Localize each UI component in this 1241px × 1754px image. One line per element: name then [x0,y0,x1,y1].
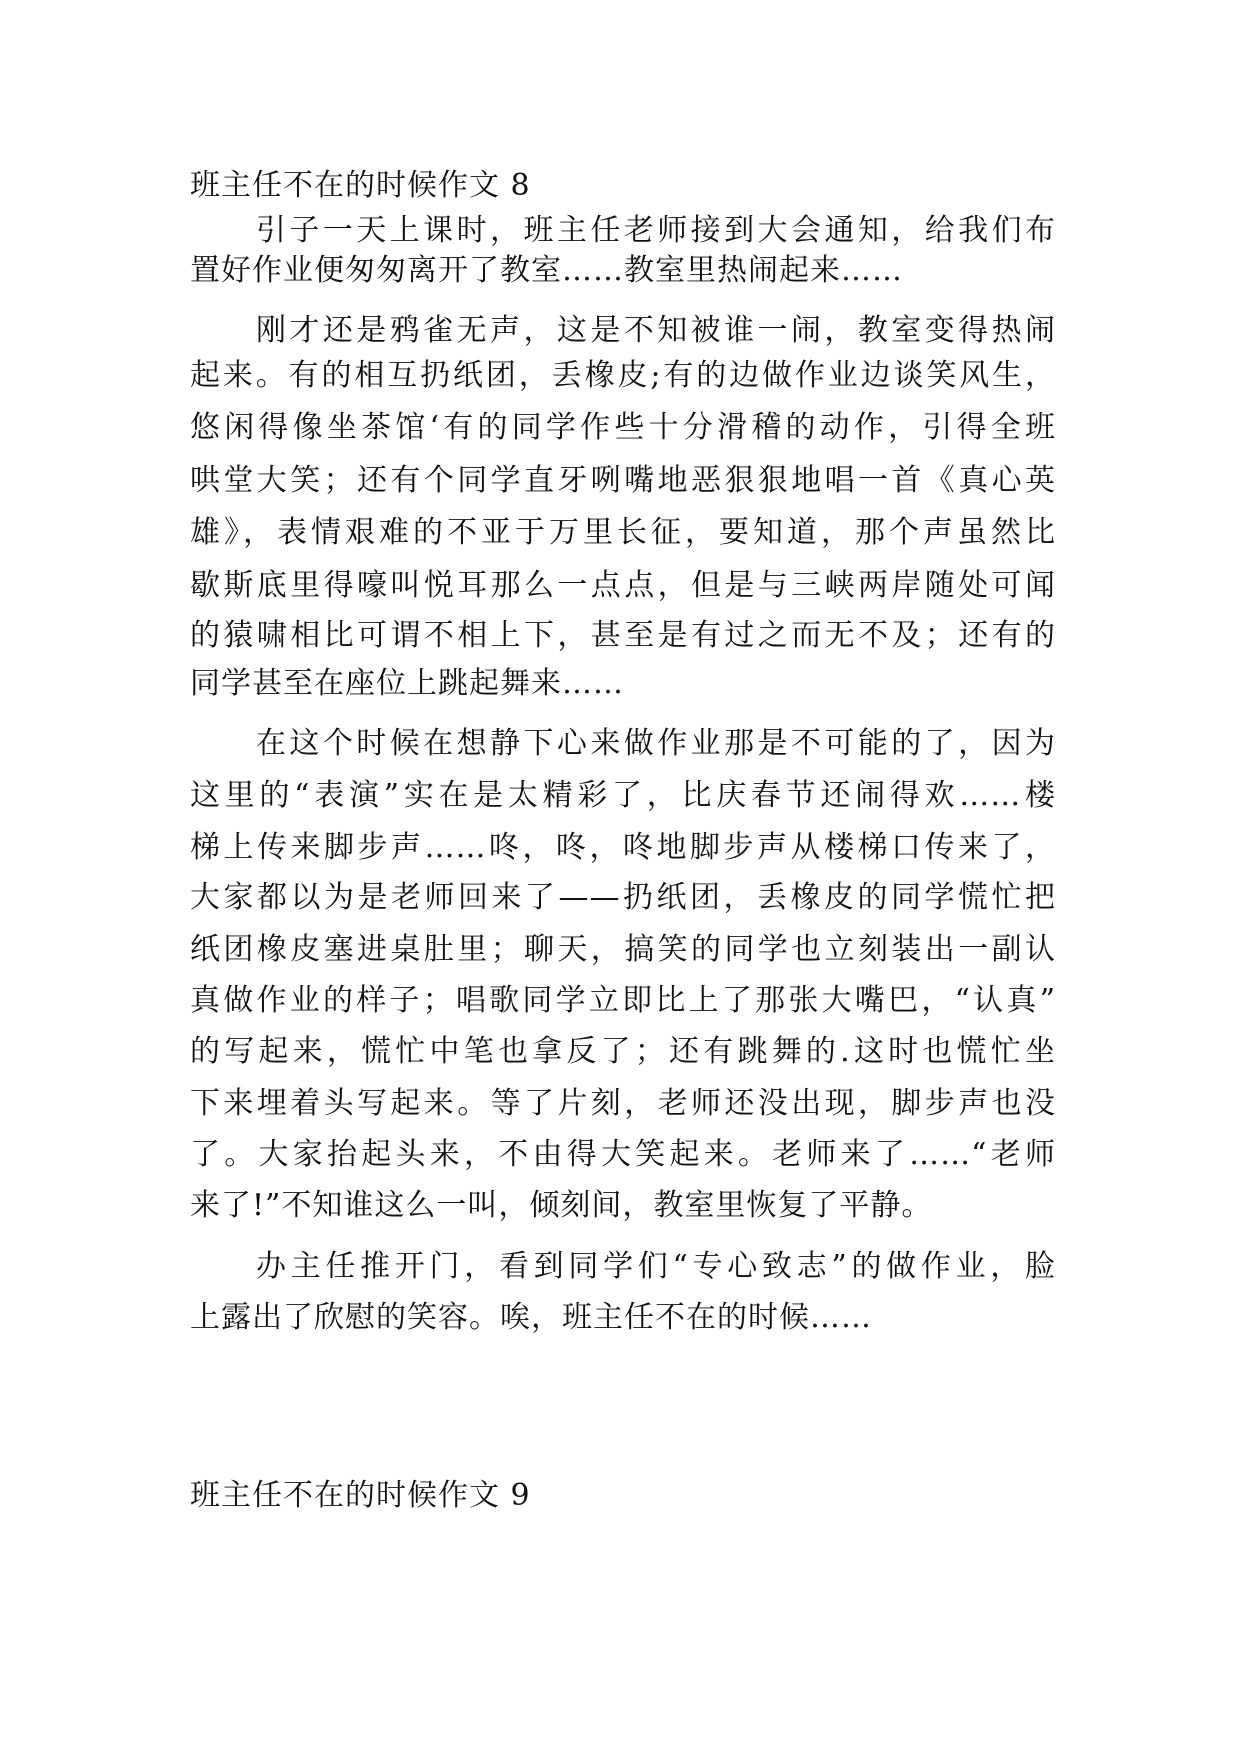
paragraph-2-line-4: 哄堂大笑；还有个同学直牙咧嘴地恶狠狠地唱一首《真心英 [190,463,1056,498]
paragraph-3-line-3: 梯上传来脚步声……咚，咚，咚地脚步声从楼梯口传来了， [190,830,1056,865]
paragraph-2-line-7: 的猿啸相比可谓不相上下，甚至是有过之而无不及；还有的 [190,618,1056,653]
paragraph-1-line-2: 置好作业便匆匆离开了教室……教室里热闹起来…… [190,253,903,288]
paragraph-4-line-1: 办主任推开门，看到同学们“专心致志”的做作业，脸 [256,1249,1056,1284]
section-heading-9: 班主任不在的时候作文 9 [190,1478,531,1513]
paragraph-2-line-1: 刚才还是鸦雀无声，这是不知被谁一闹，教室变得热闹 [256,313,1056,348]
paragraph-2-line-3: 悠闲得像坐茶馆‘有的同学作些十分滑稽的动作，引得全班 [190,410,1056,445]
paragraph-1-line-1: 引子一天上课时，班主任老师接到大会通知，给我们布 [256,213,1056,248]
paragraph-3-line-1: 在这个时候在想静下心来做作业那是不可能的了，因为 [256,726,1056,761]
paragraph-4-line-2: 上露出了欣慰的笑容。唉，班主任不在的时候…… [190,1300,872,1335]
paragraph-3-line-4: 大家都以为是老师回来了——扔纸团，丢橡皮的同学慌忙把 [190,880,1056,915]
paragraph-3-line-7: 的写起来，慌忙中笔也拿反了；还有跳舞的.这时也慌忙坐 [190,1034,1056,1069]
paragraph-2-line-2: 起来。有的相互扔纸团，丢橡皮;有的边做作业边谈笑风生， [190,358,1056,393]
paragraph-2-line-5: 雄》，表情艰难的不亚于万里长征，要知道，那个声虽然比 [190,515,1056,550]
paragraph-3-line-8: 下来埋着头写起来。等了片刻，老师还没出现，脚步声也没 [190,1086,1056,1121]
paragraph-3-line-6: 真做作业的样子；唱歌同学立即比上了那张大嘴巴，“认真” [190,983,1056,1018]
paragraph-3-line-2: 这里的“表演”实在是太精彩了，比庆春节还闹得欢……楼 [190,778,1056,813]
paragraph-2-line-8: 同学甚至在座位上跳起舞来…… [190,666,624,701]
paragraph-2-line-6: 歇斯底里得嚎叫悦耳那么一点点，但是与三峡两岸随处可闻 [190,568,1056,603]
paragraph-3-line-10: 来了!”不知谁这么一叫，倾刻间，教室里恢复了平静。 [190,1188,933,1223]
paragraph-3-line-5: 纸团橡皮塞进桌肚里；聊天，搞笑的同学也立刻装出一副认 [190,932,1056,967]
paragraph-3-line-9: 了。大家抬起头来，不由得大笑起来。老师来了……“老师 [190,1137,1056,1172]
section-heading-8: 班主任不在的时候作文 8 [190,168,531,203]
